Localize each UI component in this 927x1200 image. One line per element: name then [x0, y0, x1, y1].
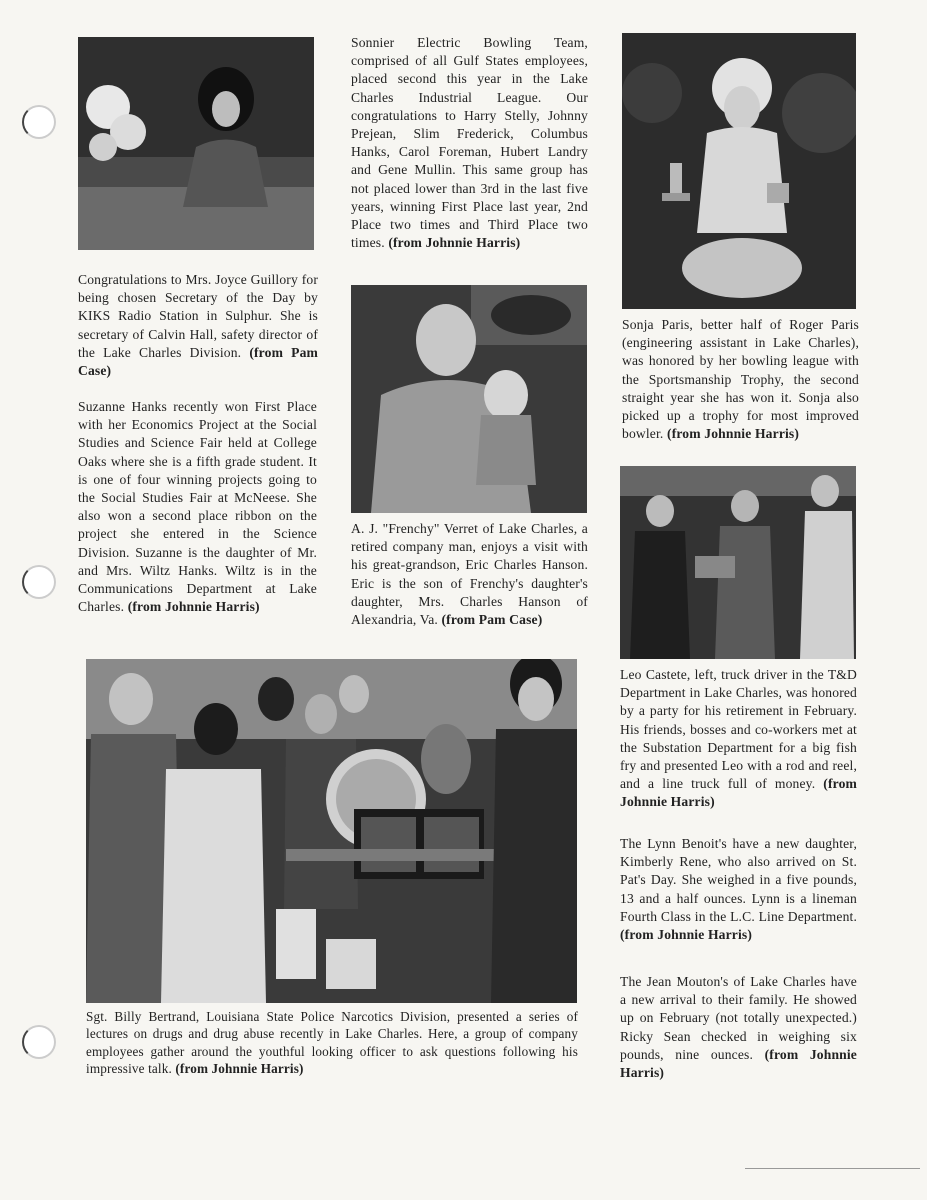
article-paris: [622, 316, 859, 443]
article-castete: [620, 666, 857, 812]
article-mouton-credit: (from Johnnie Harris): [620, 1046, 857, 1081]
article-castete-credit: (from Johnnie Harris): [620, 776, 857, 810]
article-verret-text: A. J. "Frenchy" Verret of Lake Charles, a retired company man, enjoys a visit with his great-grandson, Eric Charles Hanson. Eric is the son of Frenchy's daughter's daughter, Mrs. Charles Hanson of Alexandria, Va.: [351, 521, 588, 628]
binder-hole-bottom: [22, 1025, 56, 1059]
article-benoit: [620, 835, 857, 944]
article-mouton-text: The Jean Mouton's of Lake Charles have a new arrival to their family. He showed up on February (not totally unexpected.) Ricky Sean checked in weighing six pounds, nine ounces.: [620, 974, 857, 1062]
article-bowling-team: [351, 34, 588, 252]
binder-hole-middle: [22, 565, 56, 599]
article-hanks: [78, 398, 317, 616]
article-bowling-team-credit: (from Johnnie Harris): [388, 235, 521, 251]
photo-leo-castete: [620, 466, 856, 659]
article-bertrand-credit: (from Johnnie Harris): [175, 1061, 304, 1077]
article-guillory-credit: (from Pam Case): [78, 344, 318, 379]
binder-hole-top: [22, 105, 56, 139]
article-paris-credit: (from Johnnie Harris): [667, 426, 800, 442]
article-bowling-team-text: Sonnier Electric Bowling Team, comprised of all Gulf States employees, placed second this year in the Lake Charles Industrial League. Our congratulations to Harry Stelly, Johnny Prejean, Slim Frederick, Columbus Hanks, Carol Foreman, Hubert Landry and Gene Mullin. This same group has not placed lower than 3rd in the last five years, winning First Place last year, 2nd Place two times and Third Place two times.: [351, 35, 588, 251]
article-guillory-text: Congratulations to Mrs. Joyce Guillory for being chosen Secretary of the Day by KIKS Radio Station in Sulphur. She is secretary of Calvin Hall, safety director of the Lake Charles Division.: [78, 272, 318, 360]
article-hanks-credit: (from Johnnie Harris): [127, 599, 260, 615]
article-benoit-text: The Lynn Benoit's have a new daughter, Kimberly Rene, who also arrived on St. Pat's Day. She weighed in a five pounds, 13 and a half ounces. Lynn is a lineman Fourth Class in the L.C. Line Department.: [620, 836, 857, 924]
article-paris-text: Sonja Paris, better half of Roger Paris (engineering assistant in Lake Charles), was honored by her bowling league with the Sportsmanship Trophy, the second straight year she has won it. Sonja also picked up a trophy for most improved bowler.: [622, 317, 859, 442]
article-bertrand: [86, 1008, 578, 1078]
photo-frenchy-verret: [351, 285, 587, 513]
article-benoit-credit: (from Johnnie Harris): [620, 927, 753, 943]
photo-sonja-paris: [622, 33, 856, 309]
article-mouton: [620, 973, 857, 1082]
photo-sgt-bertrand: [86, 659, 577, 1003]
article-verret-credit: (from Pam Case): [441, 612, 543, 628]
article-verret: [351, 520, 588, 629]
article-castete-text: Leo Castete, left, truck driver in the T&D Department in Lake Charles, was honored by a party for his retirement in February. His friends, bosses and co-workers met at the Substation Department for a big fish fry and presented Leo with a rod and reel, and a line truck full of money.: [620, 667, 857, 792]
article-hanks-text: Suzanne Hanks recently won First Place with her Economics Project at the Social Studies and Science Fair held at College Oaks where she is a fifth grade student. It is one of four winning projects going to the Social Studies Fair at McNeese. She also won a second place ribbon on the project she entered in the Science Division. Suzanne is the daughter of Mr. and Mrs. Wiltz Hanks. Wiltz is in the Communications Department at Lake Charles.: [78, 399, 317, 615]
article-guillory: [78, 271, 318, 380]
bottom-rule: [745, 1168, 920, 1169]
photo-joyce-guillory: [78, 37, 314, 250]
article-bertrand-text: Sgt. Billy Bertrand, Louisiana State Police Narcotics Division, presented a series of lectures on drugs and drug abuse recently in Lake Charles. Here, a group of company employees gather around the youthful looking officer to ask questions following his impressive talk.: [86, 1009, 578, 1077]
